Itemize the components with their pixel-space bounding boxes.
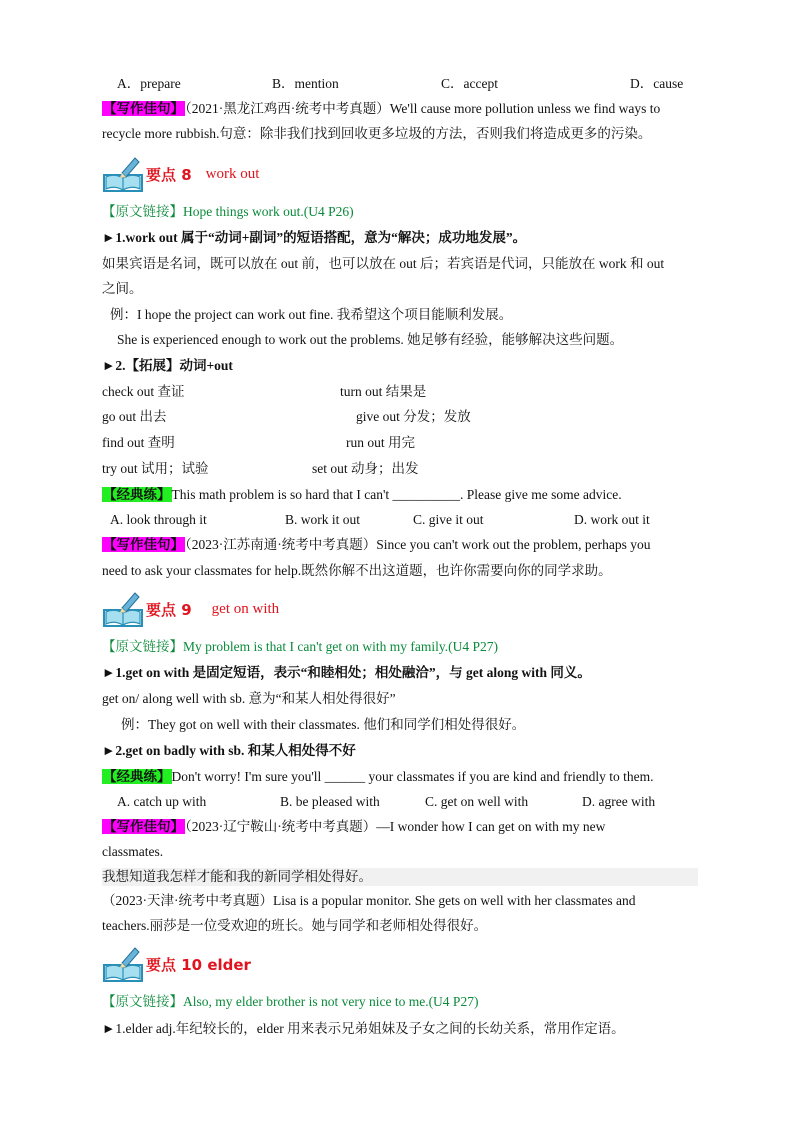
example-line: She is experienced enough to work out the problems. 她足够有经验，能够解决这些问题。: [117, 332, 624, 347]
heading-number: 要点 8: [146, 165, 192, 184]
writing-tag: 【写作佳句】: [103, 537, 184, 552]
option-d: D．cause: [630, 76, 684, 91]
point-1: ►1.elder adj.年纪较长的，elder 用来表示兄弟姐妹及子女之间的长幼关系，常用作定语。: [102, 1021, 625, 1036]
exercise-option: B. work it out: [285, 512, 361, 527]
book-pencil-icon: [102, 155, 144, 193]
exercise-option: C. give it out: [413, 512, 484, 527]
explanation-line: 之间。: [102, 281, 143, 296]
ext-item: run out 用完: [346, 435, 415, 450]
point-2: ►2.【拓展】动词+out: [102, 358, 233, 373]
exercise-option: C. get on well with: [425, 794, 529, 809]
point-1: ►1.work out 属于“动词+副词”的短语搭配，意为“解决；成功地发展”。: [102, 230, 527, 245]
heading-phrase: get on with: [211, 600, 280, 617]
ext-item: turn out 结果是: [340, 384, 427, 399]
exercise-text: Don't worry! I'm sure you'll ______ your classmates if you are kind and friendly to them.: [171, 769, 654, 784]
exercise-option: D. agree with: [582, 794, 656, 809]
writing-tag: 【写作佳句】: [103, 101, 184, 116]
source-link: 【原文链接】Hope things work out.(U4 P26): [102, 204, 354, 219]
point-1: ►1.get on with 是固定短语，表示“和睦相处；相处融洽”，与 get along with 同义。: [102, 665, 591, 680]
exercise-tag: 【经典练】: [103, 769, 171, 784]
ext-item: find out 查明: [102, 435, 175, 450]
exercise-line: [102, 486, 622, 504]
writing-sentence-line: （2023·天津·统考中考真题）Lisa is a popular monitor. She gets on well with her classmates and: [102, 893, 636, 908]
exercise-text: This math problem is so hard that I can't __________. Please give me some advice.: [171, 487, 622, 502]
ext-item: try out 试用；试验: [102, 461, 209, 476]
writing-text: （2023·江苏南通·统考中考真题）Since you can't work out the problem, perhaps you: [185, 537, 651, 552]
writing-sentence-line: [102, 100, 660, 118]
writing-sentence-line: [102, 536, 651, 554]
writing-text: （2021·黑龙江鸡西·统考中考真题）We'll cause more pollution unless we find ways to: [185, 101, 661, 116]
example-line: 例：I hope the project can work out fine. 我希望这个项目能顺利发展。: [110, 307, 513, 322]
option-c: C．accept: [441, 76, 498, 91]
exercise-option: A. look through it: [110, 512, 207, 527]
writing-sentence-line: 我想知道我怎样才能和我的新同学相处得好。: [102, 869, 372, 884]
ext-item: give out 分发；发放: [356, 409, 471, 424]
heading-phrase: work out: [205, 165, 260, 182]
exercise-option: D. work out it: [574, 512, 650, 527]
section-heading-9: [102, 589, 279, 629]
writing-sentence-line: recycle more rubbish.句意：除非我们找到回收更多垃圾的方法，否则我们将造成更多的污染。: [102, 126, 652, 141]
ext-item: go out 出去: [102, 409, 167, 424]
writing-sentence-line: need to ask your classmates for help.既然你解不出这道题，也许你需要向你的同学求助。: [102, 563, 612, 578]
explanation-line: 如果宾语是名词，既可以放在 out 前，也可以放在 out 后；若宾语是代词，只能放在 work 和 out: [102, 256, 665, 271]
explanation-line: get on/ along well with sb. 意为“和某人相处得很好”: [102, 691, 396, 706]
source-link: 【原文链接】Also, my elder brother is not very nice to me.(U4 P27): [102, 994, 479, 1009]
writing-sentence-line: teachers.丽莎是一位受欢迎的班长。她与同学和老师相处得很好。: [102, 918, 488, 933]
book-pencil-icon: [102, 590, 144, 628]
exercise-option: A. catch up with: [117, 794, 207, 809]
writing-sentence-line: classmates.: [102, 844, 164, 859]
writing-sentence-line: [102, 818, 605, 836]
exercise-line: [102, 768, 653, 786]
ext-item: set out 动身；出发: [312, 461, 419, 476]
heading-number: 要点 9: [146, 600, 192, 619]
exercise-tag: 【经典练】: [103, 487, 171, 502]
option-b: B．mention: [272, 76, 339, 91]
exercise-option: B. be pleased with: [280, 794, 380, 809]
example-line: 例：They got on well with their classmates. 他们和同学们相处得很好。: [121, 717, 526, 732]
ext-item: check out 查证: [102, 384, 185, 399]
option-a: A．prepare: [117, 76, 181, 91]
section-heading-8: [102, 154, 259, 194]
book-pencil-icon: [102, 945, 144, 983]
writing-text: （2023·辽宁鞍山·统考中考真题）—I wonder how I can get on with my new: [185, 819, 606, 834]
source-link: 【原文链接】My problem is that I can't get on with my family.(U4 P27): [102, 639, 499, 654]
heading-number: 要点 10 elder: [146, 955, 251, 974]
writing-tag: 【写作佳句】: [103, 819, 184, 834]
section-heading-10: [102, 944, 251, 984]
point-2: ►2.get on badly with sb. 和某人相处得不好: [102, 743, 356, 758]
